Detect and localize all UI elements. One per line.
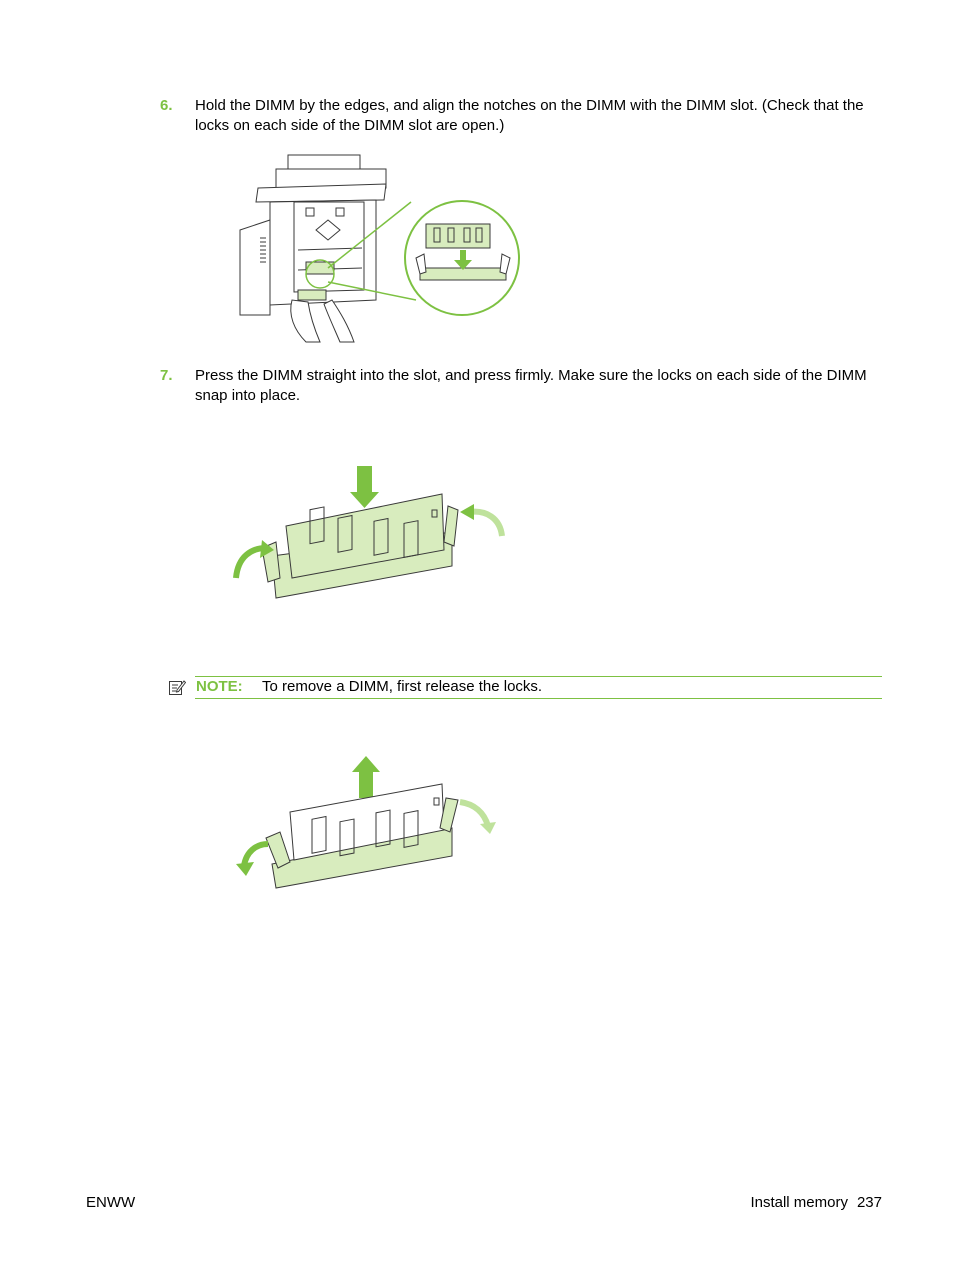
step-text: Hold the DIMM by the edges, and align the notches on the DIMM with the DIMM slot. (Check that the locks on each side of the DIMM slot are open.) (195, 97, 864, 134)
dimm-insert-illustration (226, 460, 516, 605)
note-rule-bottom (195, 698, 882, 699)
note-label: NOTE: (196, 678, 243, 695)
dimm-remove-illustration (236, 752, 506, 892)
note-icon (168, 678, 186, 696)
note-text: To remove a DIMM, first release the locks. (262, 678, 543, 695)
footer-right (750, 1193, 882, 1213)
step-number: 6. (160, 97, 173, 114)
note-rule-top (195, 676, 882, 677)
note-box (168, 676, 882, 698)
printer-dimm-slot-illustration (236, 150, 526, 350)
step-text: Press the DIMM straight into the slot, and press firmly. Make sure the locks on each side of the DIMM snap into place. (195, 367, 867, 404)
footer-left: ENWW (86, 1194, 136, 1211)
footer-section: Install memory (750, 1194, 848, 1211)
step-number: 7. (160, 367, 173, 384)
footer-page-number: 237 (856, 1194, 882, 1211)
